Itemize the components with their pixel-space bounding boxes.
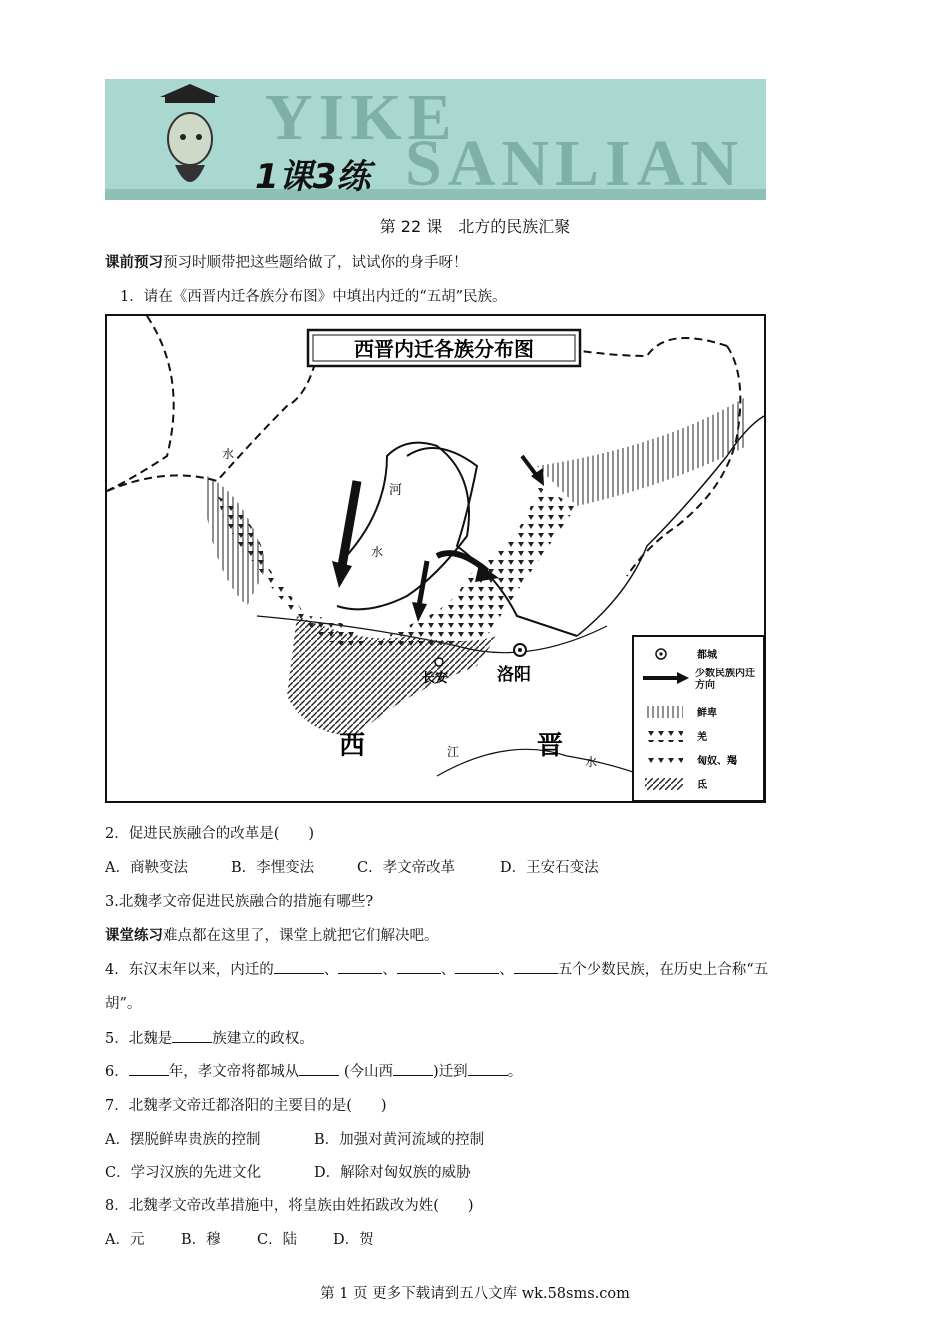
legend-di: 氐	[697, 780, 707, 791]
q4-sep-3: 、	[440, 962, 456, 978]
legend-capital: 都城	[697, 650, 717, 661]
page-footer: 第 1 页 更多下载请到五八文库 wk.58sms.com	[320, 1286, 630, 1302]
q4-blank-4[interactable]	[455, 959, 499, 974]
question-2-stem: 2．促进民族融合的改革是( )	[105, 826, 315, 842]
legend-arrow: 少数民族内迁方向	[695, 668, 755, 691]
map-label-shui2: 水	[222, 447, 235, 461]
question-8-options	[105, 1228, 374, 1249]
question-2-options	[105, 856, 599, 877]
distribution-map	[105, 314, 766, 803]
preview-intro: 预习时顺带把这些题给做了，试试你的身手呀！	[163, 255, 468, 271]
map-legend	[633, 636, 764, 801]
map-label-changan: 长安	[422, 671, 449, 686]
q8-option-b[interactable]: B．穆	[181, 1232, 221, 1248]
q6-blank-4[interactable]	[468, 1061, 508, 1076]
q6-text-a: 6．	[105, 1064, 129, 1080]
q8-option-c[interactable]: C．陆	[257, 1232, 298, 1248]
q6-text-b: 年，孝文帝将都城从	[168, 1064, 300, 1080]
question-1: 1．请在《西晋内迁各族分布图》中填出内迁的“五胡”民族。	[120, 289, 507, 305]
q4-sep-1: 、	[323, 962, 339, 978]
preview-line	[105, 251, 468, 272]
legend-xianbei: 鲜卑	[697, 708, 717, 719]
map-label-jiang: 江	[447, 745, 460, 759]
q7-option-c[interactable]: C．学习汉族的先进文化	[105, 1165, 262, 1181]
q4-blank-3[interactable]	[397, 959, 441, 974]
legend-xiongnu: 匈奴、羯	[697, 756, 737, 767]
banner-sanlian: SANLIAN	[405, 127, 745, 200]
banner-yike: YIKE	[265, 81, 458, 154]
question-5	[105, 1027, 314, 1048]
question-3: 3.北魏孝文帝促进民族融合的措施有哪些?	[105, 894, 374, 910]
question-8-stem: 8．北魏孝文帝改革措施中，将皇族由姓拓跋改为姓( )	[105, 1198, 474, 1214]
q5-text-a: 5．北魏是	[105, 1031, 173, 1047]
q6-blank-3[interactable]	[393, 1061, 433, 1076]
q2-option-a[interactable]: A．商鞅变法	[105, 860, 188, 876]
map-title: 西晋内迁各族分布图	[354, 337, 534, 361]
q6-text-c: (今山西	[339, 1064, 394, 1080]
q7-option-d[interactable]: D．解除对匈奴族的威胁	[314, 1165, 471, 1181]
question-7-options-row2	[105, 1161, 471, 1182]
header-banner	[105, 79, 766, 200]
preview-heading: 课前预习	[105, 255, 163, 271]
q6-text-d: )迁到	[433, 1064, 468, 1080]
question-7-stem: 7．北魏孝文帝迁都洛阳的主要目的是( )	[105, 1098, 387, 1114]
q4-text-a: 4．东汉末年以来，内迁的	[105, 962, 274, 978]
q8-option-d[interactable]: D．贺	[333, 1232, 374, 1248]
q4-text-b: 五个少数民族，在历史上合称“五	[557, 962, 769, 978]
map-label-shui1: 水	[371, 545, 384, 559]
practice-line	[105, 924, 439, 945]
q6-blank-1[interactable]	[129, 1061, 169, 1076]
q4-blank-5[interactable]	[514, 959, 558, 974]
q6-text-e: 。	[507, 1064, 523, 1080]
map-label-jin: 晋	[537, 731, 564, 761]
legend-qiang: 羌	[697, 732, 707, 743]
question-7-options-row1	[105, 1128, 484, 1149]
map-label-luoyang: 洛阳	[497, 665, 531, 685]
question-4-cont: 胡”。	[105, 996, 142, 1012]
q8-option-a[interactable]: A．元	[105, 1232, 145, 1248]
q5-blank[interactable]	[172, 1028, 212, 1043]
q4-sep-4: 、	[499, 962, 514, 978]
q6-blank-2[interactable]	[299, 1061, 339, 1076]
page-title: 第 22 课 北方的民族汇聚	[379, 217, 571, 236]
practice-intro: 难点都在这里了，课堂上就把它们解决吧。	[163, 928, 439, 944]
q5-text-b: 族建立的政权。	[212, 1031, 314, 1047]
map-label-shui3: 水	[585, 755, 598, 769]
q2-option-d[interactable]: D．王安石变法	[500, 860, 599, 876]
map-svg	[107, 316, 764, 801]
q7-option-b[interactable]: B．加强对黄河流域的控制	[314, 1132, 485, 1148]
map-label-xi: 西	[339, 731, 366, 761]
q4-blank-2[interactable]	[338, 959, 382, 974]
q2-option-b[interactable]: B．李悝变法	[231, 860, 315, 876]
question-6	[105, 1060, 522, 1081]
q2-option-c[interactable]: C．孝文帝改革	[357, 860, 456, 876]
q4-blank-1[interactable]	[274, 959, 324, 974]
q4-sep-2: 、	[382, 962, 397, 978]
map-label-he: 河	[389, 483, 403, 498]
q7-option-a[interactable]: A．摆脱鲜卑贵族的控制	[105, 1132, 261, 1148]
practice-heading: 课堂练习	[105, 928, 163, 944]
banner-ke-label: 1课3练	[255, 157, 371, 197]
question-4	[105, 958, 768, 979]
